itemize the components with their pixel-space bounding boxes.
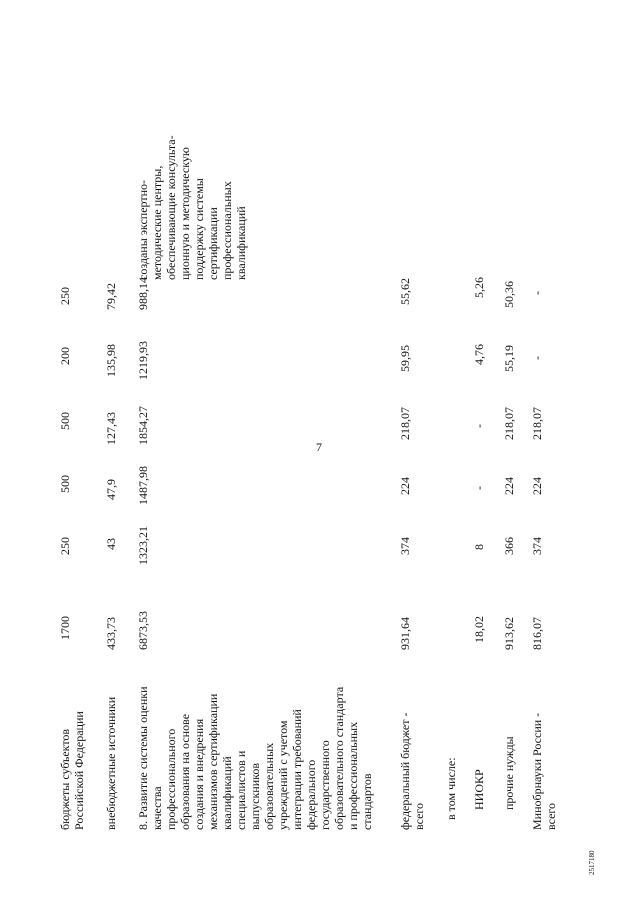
cell-value: 43 bbox=[104, 538, 118, 550]
cell-value: 224 bbox=[398, 477, 412, 495]
document-code: 2517180 bbox=[588, 850, 596, 875]
row-label-line: стандартов bbox=[360, 773, 374, 830]
row-label-line: образовательных bbox=[262, 742, 276, 830]
cell-value: 218,07 bbox=[530, 407, 544, 440]
cell-value: 47,9 bbox=[104, 479, 118, 500]
cell-value: 59,95 bbox=[398, 345, 412, 372]
cell-value: 433,73 bbox=[104, 617, 118, 650]
row-label-line: механизмов сертификации bbox=[206, 693, 220, 830]
row-label-line: всего bbox=[544, 802, 558, 830]
cell-value: 79,42 bbox=[104, 283, 118, 310]
row-label-line: Российской Федерации bbox=[72, 711, 86, 830]
result-text-line: профессиональных bbox=[220, 181, 234, 280]
row-label-line: специалистов и bbox=[234, 750, 248, 830]
cell-value: 250 bbox=[58, 287, 72, 305]
row-label-line: интеграции требований bbox=[290, 709, 304, 830]
page-number: 7 bbox=[316, 440, 322, 454]
row-label-line: профессионального bbox=[164, 728, 178, 830]
cell-value: 135,98 bbox=[104, 344, 118, 377]
cell-value: 55,19 bbox=[502, 345, 516, 372]
cell-value: 1219,93 bbox=[136, 341, 150, 380]
row-label-line: федеральный бюджет - bbox=[398, 712, 412, 830]
cell-value: 6873,53 bbox=[136, 611, 150, 650]
cell-value: 5,26 bbox=[472, 277, 486, 298]
cell-value: 816,07 bbox=[530, 617, 544, 650]
cell-value: - bbox=[530, 356, 544, 360]
result-text-line: ционную и методическую bbox=[178, 147, 192, 280]
cell-value: 500 bbox=[58, 412, 72, 430]
cell-value: 50,36 bbox=[502, 281, 516, 308]
row-label-line: создания и внедрения bbox=[192, 718, 206, 830]
row-label-line: в том числе: bbox=[444, 757, 458, 820]
cell-value: 500 bbox=[58, 475, 72, 493]
result-text-line: сертификации bbox=[206, 207, 220, 280]
row-label-line: образовательного стандарта bbox=[332, 686, 346, 830]
cell-value: 931,64 bbox=[398, 617, 412, 650]
cell-value: 1700 bbox=[58, 616, 72, 640]
cell-value: 224 bbox=[502, 477, 516, 495]
result-text-line: созданы экспертно- bbox=[136, 179, 150, 280]
row-label-line: качества bbox=[150, 786, 164, 830]
row-label-line: федерального bbox=[304, 759, 318, 830]
row-label-line: всего bbox=[412, 802, 426, 830]
cell-value: 1854,27 bbox=[136, 406, 150, 445]
row-label-line: бюджеты субъектов bbox=[58, 728, 72, 830]
row-label-line: выпускников bbox=[248, 762, 262, 830]
row-label-line: внебюджетные источники bbox=[104, 696, 118, 830]
cell-value: 127,43 bbox=[104, 412, 118, 445]
row-label-line: образования на основе bbox=[178, 713, 192, 830]
row-label-line: 8. Развитие системы оценки bbox=[136, 686, 150, 830]
result-text-line: обеспечивающие консульта- bbox=[164, 135, 178, 280]
cell-value: - bbox=[472, 424, 486, 428]
row-label-line: НИОКР bbox=[472, 769, 486, 810]
cell-value: 218,07 bbox=[398, 407, 412, 440]
cell-value: 366 bbox=[502, 537, 516, 555]
cell-value: 374 bbox=[530, 537, 544, 555]
result-text-line: квалификаций bbox=[234, 206, 248, 280]
cell-value: 1487,98 bbox=[136, 466, 150, 505]
row-label-line: и профессиональных bbox=[346, 721, 360, 830]
row-label-line: Минобрнауки России - bbox=[530, 712, 544, 830]
cell-value: - bbox=[472, 486, 486, 490]
row-label-line: прочие нужды bbox=[502, 736, 516, 810]
result-text-line: поддержку системы bbox=[192, 178, 206, 280]
cell-value: 250 bbox=[58, 537, 72, 555]
cell-value: 1323,21 bbox=[136, 526, 150, 565]
cell-value: 55,62 bbox=[398, 278, 412, 305]
row-label-line: квалификаций bbox=[220, 756, 234, 830]
result-text-line: методические центры, bbox=[150, 165, 164, 280]
cell-value: - bbox=[530, 291, 544, 295]
row-label-line: учреждений с учетом bbox=[276, 720, 290, 830]
cell-value: 8 bbox=[472, 544, 486, 550]
cell-value: 200 bbox=[58, 347, 72, 365]
cell-value: 218,07 bbox=[502, 407, 516, 440]
cell-value: 988,14 bbox=[136, 277, 150, 310]
cell-value: 224 bbox=[530, 477, 544, 495]
cell-value: 913,62 bbox=[502, 617, 516, 650]
cell-value: 374 bbox=[398, 537, 412, 555]
cell-value: 4,76 bbox=[472, 344, 486, 365]
row-label-line: государственного bbox=[318, 740, 332, 830]
cell-value: 18,02 bbox=[472, 616, 486, 643]
